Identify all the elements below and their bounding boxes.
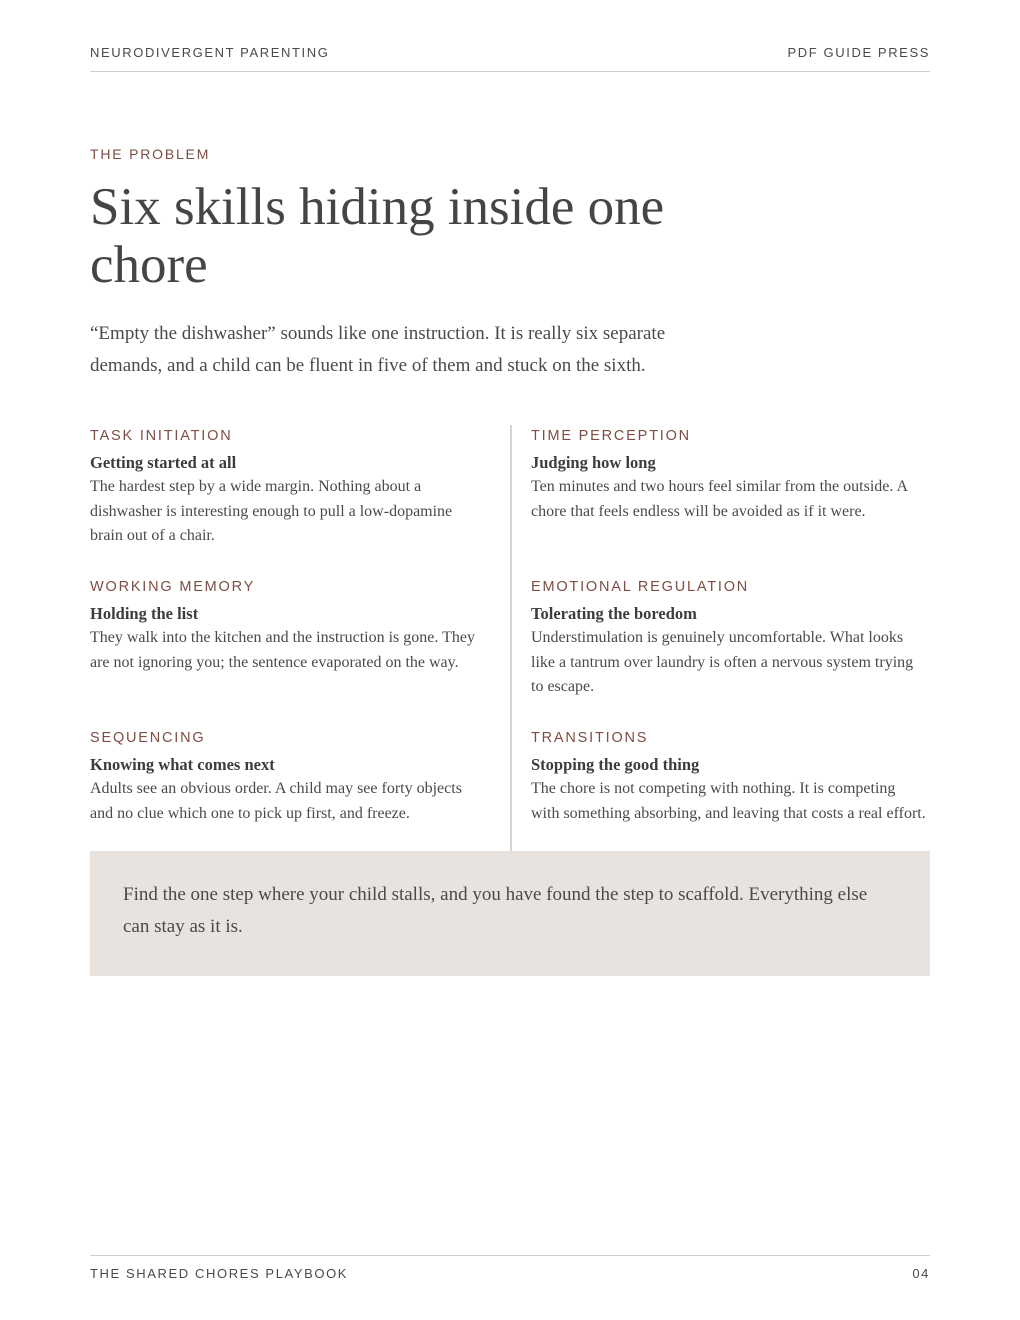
callout-box [90, 851, 930, 976]
header-publication: NEURODIVERGENT PARENTING [90, 45, 330, 60]
skill-body: Adults see an obvious order. A child may see forty objects and no clue which one to pick up first, and freeze. [90, 780, 462, 822]
page-number: 04 [912, 1266, 930, 1281]
skill-heading: Stopping the good thing [531, 755, 700, 774]
skill-card-time-perception [531, 425, 926, 524]
skill-body: Ten minutes and two hours feel similar from the outside. A chore that feels endless will be avoided as if it were. [531, 478, 908, 520]
skill-label: WORKING MEMORY [90, 579, 256, 595]
skill-body: The hardest step by a wide margin. Nothing about a dishwasher is interesting enough to pull a low-dopamine brain out of a chair. [90, 478, 453, 544]
skill-label: EMOTIONAL REGULATION [531, 579, 750, 595]
page-header [90, 45, 930, 72]
skill-label: TIME PERCEPTION [531, 428, 691, 444]
column-divider [510, 425, 512, 851]
skill-body: The chore is not competing with nothing. It is competing with something absorbing, and leaving that costs a real effort. [531, 780, 926, 822]
skill-heading: Judging how long [531, 453, 656, 472]
skill-heading: Knowing what comes next [90, 755, 275, 774]
skill-body: They walk into the kitchen and the instruction is gone. They are not ignoring you; the sentence evaporated on the way. [90, 629, 475, 671]
section-eyebrow: THE PROBLEM [90, 146, 211, 162]
skill-heading: Tolerating the boredom [531, 604, 697, 623]
skill-body: Understimulation is genuinely uncomfortable. What looks like a tantrum over laundry is often a nervous system trying to escape. [531, 629, 914, 695]
skill-card-sequencing [90, 727, 485, 826]
skill-heading: Holding the list [90, 604, 199, 623]
header-publisher: PDF GUIDE PRESS [787, 45, 930, 60]
skill-heading: Getting started at all [90, 453, 237, 472]
skill-card-transitions [531, 727, 926, 826]
skill-card-emotional-regulation [531, 576, 926, 700]
skill-label: TASK INITIATION [90, 428, 233, 444]
page-title: Six skills hiding inside one chore [90, 178, 665, 294]
callout-text: Find the one step where your child stalls, and you have found the step to scaffold. Everything else can stay as it is. [123, 884, 868, 937]
page-footer [90, 1255, 930, 1286]
skill-card-working-memory [90, 576, 485, 675]
skill-label: SEQUENCING [90, 730, 206, 746]
skills-grid [90, 425, 930, 851]
footer-book-title: THE SHARED CHORES PLAYBOOK [90, 1266, 349, 1281]
intro-paragraph: “Empty the dishwasher” sounds like one instruction. It is really six separate demands, and a child can be fluent in five of them and stuck on the sixth. [90, 323, 666, 376]
skill-label: TRANSITIONS [531, 730, 649, 746]
skill-card-task-initiation [90, 425, 485, 549]
